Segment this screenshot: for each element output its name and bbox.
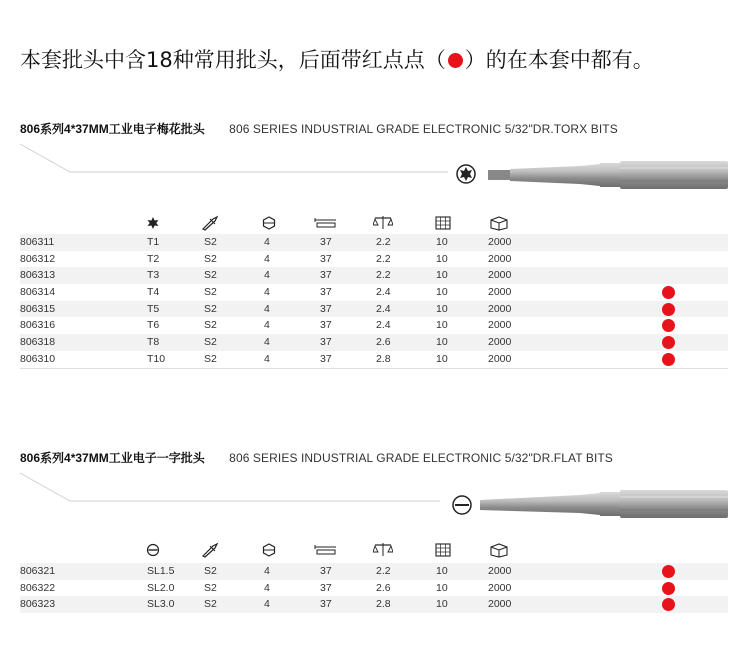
length-icon (314, 214, 336, 232)
in-set-dot-icon (662, 565, 675, 578)
weight-cell: 2.6 (376, 336, 391, 349)
code-cell: 806323 (20, 598, 56, 611)
weight-cell: 2.4 (376, 319, 391, 332)
pack-cell: 10 (436, 269, 448, 282)
material-cell: S2 (204, 352, 217, 365)
in-set-dot-icon (662, 598, 675, 611)
code-cell: 806322 (20, 581, 56, 594)
code-cell: 806321 (20, 565, 56, 577)
carton-cell: 2000 (488, 565, 512, 577)
headline (20, 44, 740, 74)
carton-cell: 2000 (488, 598, 512, 611)
length-cell: 37 (320, 302, 332, 315)
weight-cell: 2.6 (376, 581, 391, 594)
length-icon (314, 541, 336, 559)
flat-bit-image (480, 490, 728, 518)
carton-cell: 2000 (488, 352, 512, 365)
hex-cell: 4 (264, 269, 270, 282)
section-title-cn: 806系列4*37MM工业电子梅花批头 (20, 122, 205, 136)
table-row (20, 317, 728, 334)
length-cell: 37 (320, 581, 332, 594)
in-set-dot-icon (662, 303, 675, 316)
weight-cell: 2.2 (376, 565, 391, 577)
pack-cell: 10 (436, 236, 448, 248)
red-dot-icon (448, 53, 463, 68)
code-cell: 806315 (20, 302, 56, 315)
torx-bit-image (488, 161, 728, 189)
pack-cell: 10 (436, 352, 448, 365)
section-title-cn: 806系列4*37MM工业电子一字批头 (20, 451, 205, 465)
table-row (20, 234, 728, 251)
tip-cell: SL1.5 (147, 565, 175, 577)
tip-cell: SL2.0 (147, 581, 175, 594)
weight-icon (372, 541, 394, 559)
table-divider (20, 368, 728, 369)
carton-cell: 2000 (488, 252, 512, 265)
table-row (20, 334, 728, 351)
carton-cell: 2000 (488, 302, 512, 315)
length-cell: 37 (320, 565, 332, 577)
pack-cell: 10 (436, 302, 448, 315)
carton-icon (488, 541, 510, 559)
bit-illustration (0, 449, 749, 529)
tip-cell: T3 (147, 269, 160, 282)
carton-icon (488, 214, 510, 232)
material-icon (199, 214, 221, 232)
tip-cell: T8 (147, 336, 160, 349)
table-row (20, 267, 728, 284)
code-cell: 806312 (20, 252, 56, 265)
tip-cell: SL3.0 (147, 598, 175, 611)
carton-cell: 2000 (488, 236, 512, 248)
weight-cell: 2.8 (376, 352, 391, 365)
torx-spec-table (20, 234, 728, 369)
length-cell: 37 (320, 598, 332, 611)
hex-cell: 4 (264, 236, 270, 248)
material-cell: S2 (204, 269, 217, 282)
tip-cell: T4 (147, 286, 160, 299)
material-icon (199, 541, 221, 559)
in-set-dot-icon (662, 336, 675, 349)
weight-cell: 2.8 (376, 598, 391, 611)
spec-icon-row (0, 214, 749, 234)
tip-cell: T6 (147, 319, 160, 332)
in-set-dot-icon (662, 319, 675, 332)
bit-illustration (0, 120, 749, 200)
torx-icon (142, 214, 164, 232)
table-row (20, 284, 728, 301)
headline-text-before: 本套批头中含18种常用批头，后面带红点点（ (20, 48, 446, 72)
headline-text-after: ）的在本套中都有。 (464, 48, 654, 72)
hex-cell: 4 (264, 286, 270, 299)
carton-cell: 2000 (488, 319, 512, 332)
material-cell: S2 (204, 598, 217, 611)
table-row (20, 580, 728, 597)
section-title-en: 806 SERIES INDUSTRIAL GRADE ELECTRONIC 5/32"DR.FLAT BITS (229, 451, 613, 465)
flat-spec-table (20, 563, 728, 613)
pack-cell: 10 (436, 319, 448, 332)
slotted-icon (453, 496, 471, 514)
weight-cell: 2.2 (376, 236, 391, 248)
code-cell: 806311 (20, 236, 55, 248)
pack-cell: 10 (436, 581, 448, 594)
length-cell: 37 (320, 286, 332, 299)
weight-cell: 2.4 (376, 302, 391, 315)
tip-cell: T10 (147, 352, 166, 365)
hex-cell: 4 (264, 581, 270, 594)
pack-qty-icon (432, 541, 454, 559)
code-cell: 806314 (20, 286, 56, 299)
tip-cell: T5 (147, 302, 160, 315)
hex-cell: 4 (264, 352, 270, 365)
pack-cell: 10 (436, 565, 448, 577)
table-row (20, 563, 728, 580)
hex-cell: 4 (264, 565, 270, 577)
table-row (20, 301, 728, 318)
hex-cell: 4 (264, 336, 270, 349)
torx-star-icon (457, 165, 475, 183)
carton-cell: 2000 (488, 269, 512, 282)
hex-cell: 4 (264, 598, 270, 611)
material-cell: S2 (204, 319, 217, 332)
material-cell: S2 (204, 581, 217, 594)
length-cell: 37 (320, 236, 332, 248)
carton-cell: 2000 (488, 286, 512, 299)
tip-cell: T2 (147, 252, 160, 265)
in-set-dot-icon (662, 582, 675, 595)
weight-cell: 2.2 (376, 269, 391, 282)
material-cell: S2 (204, 302, 217, 315)
pack-cell: 10 (436, 252, 448, 265)
hex-cell: 4 (264, 252, 270, 265)
length-cell: 37 (320, 336, 332, 349)
material-cell: S2 (204, 565, 217, 577)
pack-cell: 10 (436, 598, 448, 611)
in-set-dot-icon (662, 286, 675, 299)
weight-icon (372, 214, 394, 232)
hex-cell: 4 (264, 302, 270, 315)
in-set-dot-icon (662, 353, 675, 366)
material-cell: S2 (204, 336, 217, 349)
length-cell: 37 (320, 252, 332, 265)
hex-shank-icon (258, 214, 280, 232)
pack-qty-icon (432, 214, 454, 232)
weight-cell: 2.2 (376, 252, 391, 265)
carton-cell: 2000 (488, 581, 512, 594)
hex-shank-icon (258, 541, 280, 559)
weight-cell: 2.4 (376, 286, 391, 299)
tip-cell: T1 (147, 236, 160, 248)
table-row (20, 251, 728, 268)
length-cell: 37 (320, 269, 332, 282)
pack-cell: 10 (436, 336, 448, 349)
table-row (20, 596, 728, 613)
code-cell: 806310 (20, 352, 56, 365)
material-cell: S2 (204, 252, 217, 265)
code-cell: 806316 (20, 319, 56, 332)
material-cell: S2 (204, 286, 217, 299)
slotted-icon (142, 541, 164, 559)
table-row (20, 351, 728, 368)
length-cell: 37 (320, 319, 332, 332)
hex-cell: 4 (264, 319, 270, 332)
length-cell: 37 (320, 352, 332, 365)
code-cell: 806313 (20, 269, 56, 282)
code-cell: 806318 (20, 336, 56, 349)
carton-cell: 2000 (488, 336, 512, 349)
spec-icon-row (0, 541, 749, 561)
pack-cell: 10 (436, 286, 448, 299)
material-cell: S2 (204, 236, 217, 248)
section-title-en: 806 SERIES INDUSTRIAL GRADE ELECTRONIC 5/32"DR.TORX BITS (229, 122, 618, 136)
